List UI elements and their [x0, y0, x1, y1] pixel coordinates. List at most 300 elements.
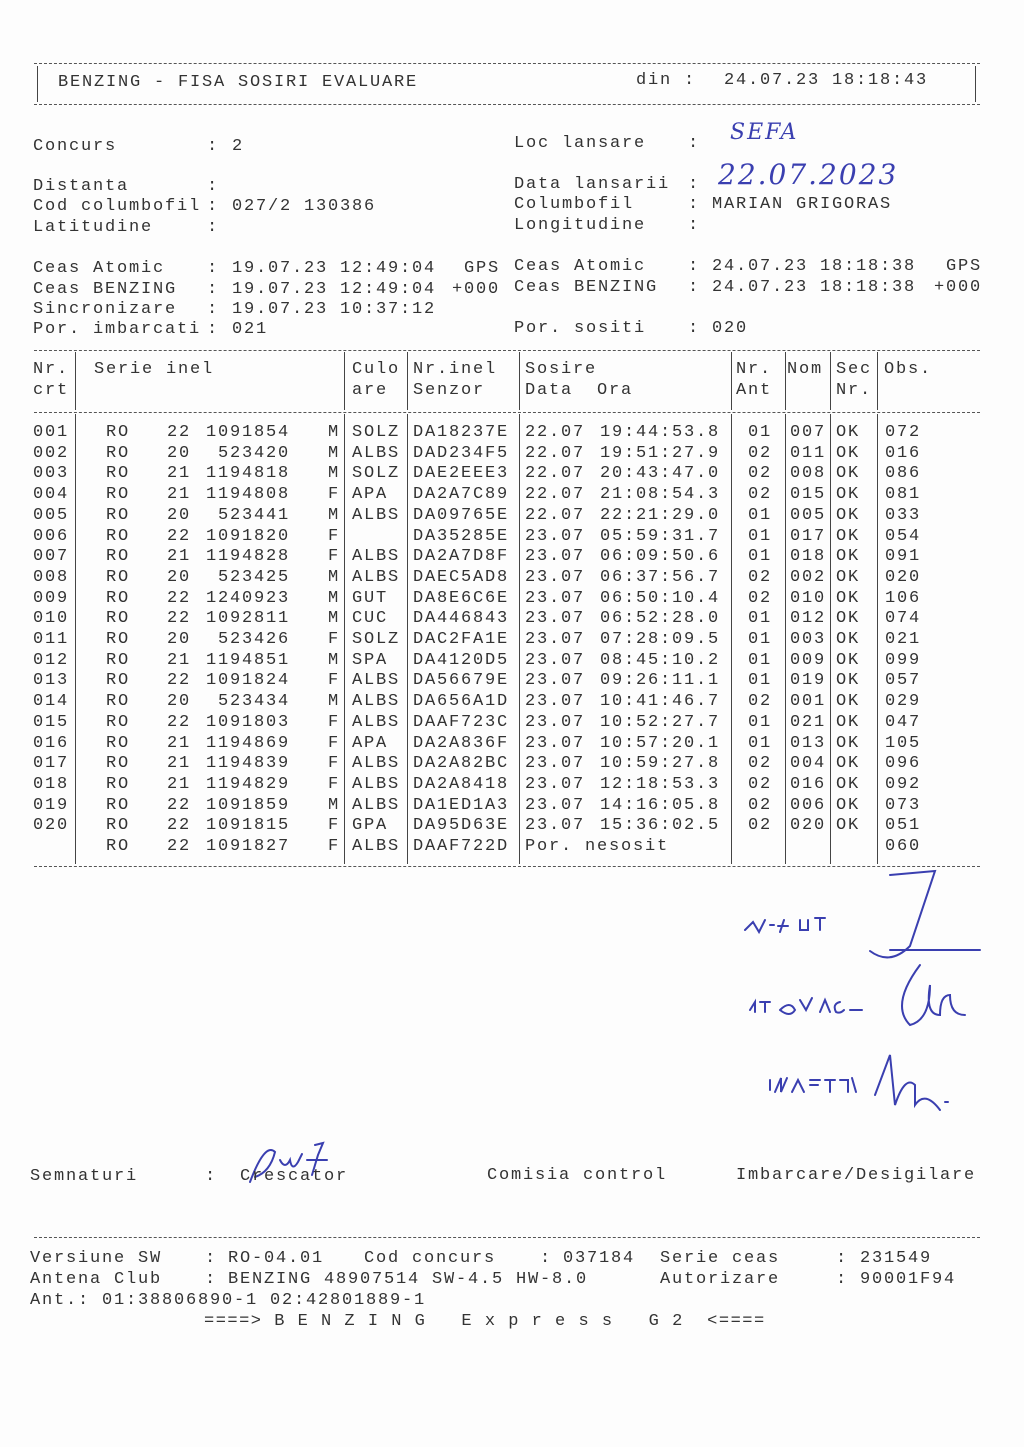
clock-label: Ceas BENZING	[514, 278, 659, 297]
cell-sec: OK	[836, 754, 861, 774]
cell-obs: 020	[885, 567, 922, 587]
cell-country: RO	[106, 609, 131, 629]
cell-arrival-date: 23.07	[525, 650, 586, 670]
cell-sensor-ring: DA4120D5	[413, 650, 510, 670]
column-separator	[407, 414, 408, 864]
column-header-nr: Nr.	[33, 360, 70, 379]
cell-year: 22	[167, 609, 192, 629]
cell-arrival-time: 10:52:27.7	[600, 712, 721, 732]
cell-color: ALBS	[352, 505, 401, 525]
column-header-serie: Serie inel	[94, 360, 215, 379]
cell-nr-crt: 014	[33, 692, 70, 712]
field-label: Concurs	[33, 137, 118, 156]
cell-nr-crt: 010	[33, 609, 70, 629]
cell-arrival-time: 22:21:29.0	[600, 505, 721, 525]
cell-nom: 021	[790, 712, 827, 732]
column-separator	[344, 352, 345, 410]
cell-year: 20	[167, 567, 192, 587]
cell-arrival-date: 22.07	[525, 464, 586, 484]
cell-sec: OK	[836, 567, 861, 587]
clock-suffix: +000	[934, 278, 983, 297]
cell-ring-number: 1091820	[205, 526, 290, 546]
cell-obs: 057	[885, 671, 922, 691]
comisia-control-label: Comisia control	[487, 1166, 668, 1185]
cell-arrival-date: 23.07	[525, 547, 586, 567]
cell-sec: OK	[836, 692, 861, 712]
column-header-obs: Obs.	[884, 360, 933, 379]
antena-value: BENZING 48907514 SW-4.5 HW-8.0	[228, 1270, 589, 1289]
cell-arrival-date: 23.07	[525, 774, 586, 794]
cell-ring-number: 1091827	[205, 837, 290, 856]
cell-obs: 081	[885, 485, 922, 505]
cell-antenna: 02	[748, 588, 773, 608]
cell-sensor-ring: DA09765E	[413, 505, 510, 525]
cell-antenna: 01	[748, 505, 773, 525]
cell-ring-number: 523420	[217, 443, 290, 463]
cell-sec: OK	[836, 816, 861, 836]
cell-obs: 033	[885, 505, 922, 525]
cell-antenna: 01	[748, 650, 773, 670]
column-header-sosire: Sosire	[525, 360, 598, 379]
cell-year: 22	[167, 526, 192, 546]
cell-sec: OK	[836, 464, 861, 484]
column-separator	[75, 414, 76, 864]
cell-country: RO	[106, 692, 131, 712]
cell-nom: 018	[790, 547, 827, 567]
column-header-sosire: Data Ora	[525, 381, 634, 400]
cell-color: ALBS	[352, 443, 401, 463]
cell-sensor-ring: DA656A1D	[413, 692, 510, 712]
cell-sensor-ring: DAAF723C	[413, 712, 510, 732]
cell-year: 21	[167, 733, 192, 753]
cell-arrival-date: 23.07	[525, 588, 586, 608]
colon: :	[205, 1270, 218, 1289]
cell-sex: F	[328, 837, 341, 856]
cell-obs: 096	[885, 754, 922, 774]
cell-country: RO	[106, 526, 131, 546]
cell-ring-number: 1194851	[205, 650, 290, 670]
cell-nr-crt: 016	[33, 733, 70, 753]
colon: :	[688, 134, 701, 153]
cell-arrival-time: 15:36:02.5	[600, 816, 721, 836]
cell-color: SOLZ	[352, 423, 401, 442]
cell-sec: OK	[836, 712, 861, 732]
cell-sec: OK	[836, 733, 861, 753]
cell-arrival-date: 23.07	[525, 567, 586, 587]
cell-sec: OK	[836, 588, 861, 608]
cell-sensor-ring: DA2A82BC	[413, 754, 510, 774]
box-border	[37, 66, 38, 102]
colon: :	[207, 218, 220, 237]
cell-ring-number: 1194808	[205, 485, 290, 505]
cell-arrival-time: 10:41:46.7	[600, 692, 721, 712]
cod-concurs-value: 037184	[563, 1249, 636, 1268]
cell-nr-crt: 015	[33, 712, 70, 732]
cell-sex: M	[328, 795, 341, 815]
cell-year: 21	[167, 485, 192, 505]
cell-arrival-date: 23.07	[525, 526, 586, 546]
cell-ring-number: 1091824	[205, 671, 290, 691]
colon: :	[836, 1249, 849, 1268]
cell-nr-crt: 003	[33, 464, 70, 484]
cell-arrival-time: 21:08:54.3	[600, 485, 721, 505]
cell-sex: M	[328, 692, 341, 712]
cell-antenna: 02	[748, 443, 773, 463]
cell-arrival-date: 22.07	[525, 485, 586, 505]
cell-ring-number: 1194818	[205, 464, 290, 484]
cell-color: ALBS	[352, 547, 401, 567]
cell-nr-crt: 007	[33, 547, 70, 567]
clock-label: Ceas Atomic	[514, 257, 647, 276]
handwritten-value: 22.07.2023	[718, 158, 899, 191]
cell-arrival-time: 06:50:10.4	[600, 588, 721, 608]
clock-suffix: +000	[452, 280, 501, 299]
cell-color: CUC	[352, 609, 389, 629]
autorizare-value: 90001F94	[860, 1270, 957, 1289]
cell-obs: 029	[885, 692, 922, 712]
cell-ring-number: 1091803	[205, 712, 290, 732]
cell-sensor-ring: DA95D63E	[413, 816, 510, 836]
cell-nom: 003	[790, 630, 827, 649]
cell-antenna: 02	[748, 464, 773, 484]
cell-country: RO	[106, 837, 131, 856]
cell-sec: OK	[836, 443, 861, 463]
cell-arrival-date: 23.07	[525, 609, 586, 629]
cell-country: RO	[106, 795, 131, 815]
column-header-nom: Nom	[787, 360, 824, 379]
colon: :	[205, 1249, 218, 1268]
cell-arrival-date: Por. nesosit	[525, 837, 670, 856]
antenna-line: Ant.: 01:38806890-1 02:42801889-1	[30, 1291, 427, 1310]
cell-year: 22	[167, 795, 192, 815]
cell-sex: F	[328, 754, 341, 774]
colon: :	[207, 177, 220, 196]
column-header-culo: Culo	[352, 360, 401, 379]
cell-sensor-ring: DA18237E	[413, 423, 510, 442]
clock-label: Ceas BENZING	[33, 280, 178, 299]
cell-sec: OK	[836, 526, 861, 546]
cell-country: RO	[106, 547, 131, 567]
divider	[34, 63, 980, 64]
clock-suffix: GPS	[464, 259, 501, 278]
cell-ring-number: 523425	[217, 567, 290, 587]
column-header-senzor: Senzor	[413, 381, 486, 400]
cell-color: ALBS	[352, 671, 401, 691]
clock-label: Por. sositi	[514, 319, 647, 338]
cell-year: 22	[167, 588, 192, 608]
cell-arrival-date: 22.07	[525, 505, 586, 525]
cell-nr-crt: 005	[33, 505, 70, 525]
column-separator	[407, 352, 408, 410]
cell-arrival-date: 23.07	[525, 754, 586, 774]
cell-nom: 009	[790, 650, 827, 670]
cell-year: 22	[167, 837, 192, 856]
column-header-nr: crt	[33, 381, 70, 400]
handwritten-value: SEFA	[730, 120, 799, 145]
clock-suffix: GPS	[946, 257, 983, 276]
cell-nr-crt: 019	[33, 795, 70, 815]
cell-sex: F	[328, 485, 341, 505]
cell-sex: F	[328, 712, 341, 732]
cell-obs: 099	[885, 650, 922, 670]
serie-ceas-label: Serie ceas	[660, 1249, 781, 1268]
brand-line: ====> B E N Z I N G E x p r e s s G 2 <====	[204, 1312, 766, 1331]
cell-nom: 016	[790, 774, 827, 794]
column-header-ant: Nr.	[736, 360, 773, 379]
cell-year: 20	[167, 692, 192, 712]
cell-nom: 004	[790, 754, 827, 774]
colon: :	[207, 259, 220, 278]
cell-arrival-time: 12:18:53.3	[600, 774, 721, 794]
cell-arrival-date: 23.07	[525, 733, 586, 753]
cell-arrival-date: 22.07	[525, 443, 586, 463]
cell-obs: 051	[885, 816, 922, 836]
cell-nr-crt: 013	[33, 671, 70, 691]
colon: :	[207, 320, 220, 339]
cell-obs: 105	[885, 733, 922, 753]
column-separator	[75, 352, 76, 410]
cell-antenna: 01	[748, 630, 773, 649]
cell-nr-crt: 004	[33, 485, 70, 505]
cell-nr-crt: 002	[33, 443, 70, 463]
cell-year: 21	[167, 754, 192, 774]
column-separator	[731, 414, 732, 864]
cell-country: RO	[106, 505, 131, 525]
cell-sec: OK	[836, 795, 861, 815]
field-label: Data lansarii	[514, 175, 671, 194]
clock-label: Por. imbarcati	[33, 320, 202, 339]
cell-antenna: 01	[748, 733, 773, 753]
column-separator	[344, 414, 345, 864]
column-separator	[519, 352, 520, 410]
cell-sex: M	[328, 567, 341, 587]
cell-sec: OK	[836, 671, 861, 691]
colon: :	[688, 216, 701, 235]
cell-sex: M	[328, 423, 341, 442]
cell-arrival-time: 06:09:50.6	[600, 547, 721, 567]
cell-country: RO	[106, 650, 131, 670]
title-din-label: din :	[636, 71, 697, 90]
cell-sec: OK	[836, 485, 861, 505]
column-separator	[830, 414, 831, 864]
cell-sensor-ring: DA1ED1A3	[413, 795, 510, 815]
cell-sex: F	[328, 547, 341, 567]
cell-obs: 106	[885, 588, 922, 608]
cell-obs: 021	[885, 630, 922, 649]
colon: :	[688, 319, 701, 338]
cell-arrival-time: 20:43:47.0	[600, 464, 721, 484]
cell-nr-crt: 017	[33, 754, 70, 774]
colon: :	[540, 1249, 553, 1268]
cell-color: ALBS	[352, 754, 401, 774]
cell-arrival-date: 22.07	[525, 423, 586, 442]
cell-country: RO	[106, 443, 131, 463]
cell-sensor-ring: DA2A7D8F	[413, 547, 510, 567]
cell-arrival-time: 14:16:05.8	[600, 795, 721, 815]
cell-sex: F	[328, 630, 341, 649]
cell-nr-crt: 001	[33, 423, 70, 442]
cell-arrival-date: 23.07	[525, 816, 586, 836]
column-separator	[877, 352, 878, 410]
cell-country: RO	[106, 588, 131, 608]
table-divider	[34, 412, 980, 413]
cell-nr-crt: 009	[33, 588, 70, 608]
clock-label: Ceas Atomic	[33, 259, 166, 278]
handwritten-signatures	[740, 870, 990, 1140]
cell-nom: 001	[790, 692, 827, 712]
cell-arrival-date: 23.07	[525, 630, 586, 649]
cell-obs: 073	[885, 795, 922, 815]
column-separator	[830, 352, 831, 410]
cell-ring-number: 1092811	[205, 609, 290, 629]
field-label: Longitudine	[514, 216, 647, 235]
cell-sensor-ring: DA446843	[413, 609, 510, 629]
cell-obs: 074	[885, 609, 922, 629]
colon: :	[205, 1167, 218, 1186]
cell-color: SPA	[352, 650, 389, 670]
clock-value: 24.07.23 18:18:38	[712, 257, 917, 276]
cell-sensor-ring: DAC2FA1E	[413, 630, 510, 649]
cell-ring-number: 1194829	[205, 774, 290, 794]
cell-color: ALBS	[352, 795, 401, 815]
colon: :	[207, 280, 220, 299]
cell-arrival-time: 10:57:20.1	[600, 733, 721, 753]
column-header-culo: are	[352, 381, 389, 400]
cell-year: 22	[167, 671, 192, 691]
cell-sec: OK	[836, 650, 861, 670]
cell-nom: 008	[790, 464, 827, 484]
cell-year: 21	[167, 547, 192, 567]
cell-color: GUT	[352, 588, 389, 608]
colon: :	[836, 1270, 849, 1289]
field-label: Cod columbofil	[33, 197, 202, 216]
cell-arrival-time: 06:52:28.0	[600, 609, 721, 629]
cell-antenna: 01	[748, 712, 773, 732]
imbarcare-label: Imbarcare/Desigilare	[736, 1166, 977, 1185]
cell-obs: 016	[885, 443, 922, 463]
cell-year: 22	[167, 816, 192, 836]
title-datetime: 24.07.23 18:18:43	[724, 71, 929, 90]
table-divider	[34, 350, 980, 351]
cell-year: 22	[167, 712, 192, 732]
cell-sex: M	[328, 609, 341, 629]
cell-year: 22	[167, 423, 192, 442]
cell-sec: OK	[836, 774, 861, 794]
cell-arrival-date: 23.07	[525, 692, 586, 712]
cell-country: RO	[106, 567, 131, 587]
cell-color: ALBS	[352, 774, 401, 794]
cell-sensor-ring: DAE2EEE3	[413, 464, 510, 484]
cell-antenna: 01	[748, 609, 773, 629]
cell-antenna: 02	[748, 567, 773, 587]
cell-obs: 092	[885, 774, 922, 794]
cell-sex: F	[328, 733, 341, 753]
field-value: MARIAN GRIGORAS	[712, 195, 893, 214]
cell-color: APA	[352, 485, 389, 505]
cell-nom: 012	[790, 609, 827, 629]
cell-sec: OK	[836, 547, 861, 567]
cell-sex: F	[328, 526, 341, 546]
colon: :	[207, 137, 220, 156]
field-value: 2	[232, 137, 245, 156]
cell-sensor-ring: DA2A8418	[413, 774, 510, 794]
cell-country: RO	[106, 464, 131, 484]
cell-nom: 020	[790, 816, 827, 836]
cell-nom: 015	[790, 485, 827, 505]
colon: :	[688, 195, 701, 214]
cell-arrival-time: 09:26:11.1	[600, 671, 721, 691]
clock-value: 19.07.23 12:49:04	[232, 259, 437, 278]
clock-value: 021	[232, 320, 269, 339]
serie-ceas-value: 231549	[860, 1249, 933, 1268]
cell-sensor-ring: DA8E6C6E	[413, 588, 510, 608]
cell-antenna: 01	[748, 423, 773, 442]
clock-value: 020	[712, 319, 749, 338]
clock-value: 19.07.23 10:37:12	[232, 300, 437, 319]
cell-country: RO	[106, 733, 131, 753]
colon: :	[207, 300, 220, 319]
cell-arrival-time: 19:44:53.8	[600, 423, 721, 442]
clock-label: Sincronizare	[33, 300, 178, 319]
cell-year: 20	[167, 630, 192, 649]
cell-sec: OK	[836, 609, 861, 629]
cell-nom: 005	[790, 505, 827, 525]
cell-obs: 060	[885, 837, 922, 856]
column-separator	[519, 414, 520, 864]
cell-color: APA	[352, 733, 389, 753]
cell-ring-number: 1091859	[205, 795, 290, 815]
cell-sex: M	[328, 443, 341, 463]
column-header-sec: Nr.	[836, 381, 873, 400]
divider	[34, 104, 980, 105]
cell-sex: M	[328, 650, 341, 670]
cell-sex: F	[328, 671, 341, 691]
cell-nom: 006	[790, 795, 827, 815]
cell-country: RO	[106, 423, 131, 442]
antena-label: Antena Club	[30, 1270, 163, 1289]
cell-nr-crt: 011	[33, 630, 70, 649]
column-separator	[877, 414, 878, 864]
cell-antenna: 02	[748, 816, 773, 836]
cell-arrival-time: 19:51:27.9	[600, 443, 721, 463]
colon: :	[207, 197, 220, 216]
cod-concurs-label: Cod concurs	[364, 1249, 497, 1268]
cell-nom: 007	[790, 423, 827, 442]
column-separator	[731, 352, 732, 410]
colon: :	[688, 278, 701, 297]
cell-arrival-date: 23.07	[525, 671, 586, 691]
cell-ring-number: 523426	[217, 630, 290, 649]
cell-year: 20	[167, 443, 192, 463]
cell-arrival-time: 06:37:56.7	[600, 567, 721, 587]
cell-arrival-time: 05:59:31.7	[600, 526, 721, 546]
signatures-label: Semnaturi	[30, 1167, 139, 1186]
versiune-label: Versiune SW	[30, 1249, 163, 1268]
column-separator	[785, 414, 786, 864]
colon: :	[688, 175, 701, 194]
cell-arrival-time: 07:28:09.5	[600, 630, 721, 649]
cell-nom: 011	[790, 443, 827, 463]
cell-obs: 047	[885, 712, 922, 732]
cell-sensor-ring: DAEC5AD8	[413, 567, 510, 587]
cell-obs: 091	[885, 547, 922, 567]
cell-nom: 019	[790, 671, 827, 691]
cell-sensor-ring: DA2A7C89	[413, 485, 510, 505]
cell-country: RO	[106, 712, 131, 732]
table-divider	[34, 866, 980, 867]
cell-year: 21	[167, 464, 192, 484]
cell-nr-crt: 020	[33, 816, 70, 836]
